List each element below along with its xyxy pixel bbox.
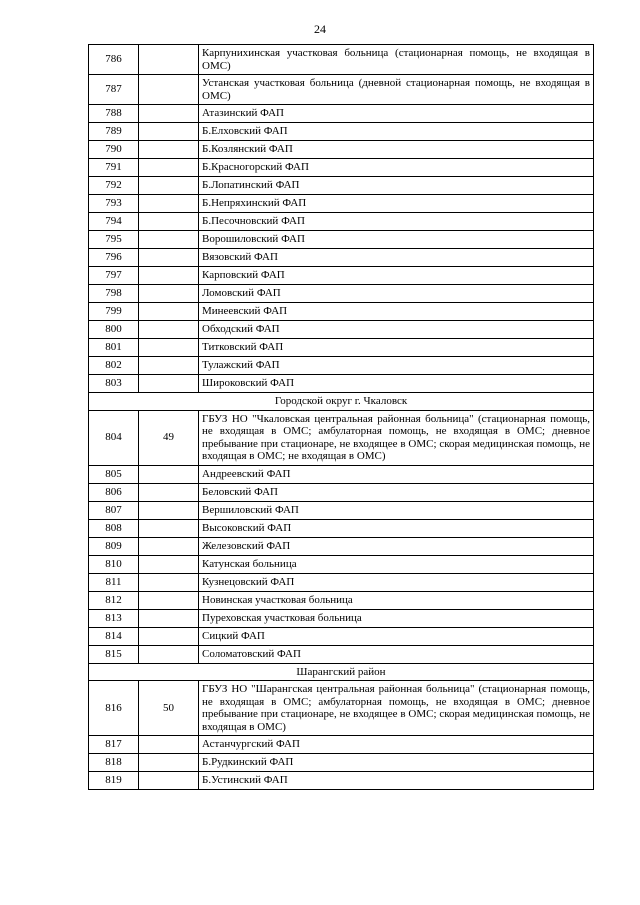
row-name: Железовский ФАП: [199, 537, 594, 555]
row-code: [139, 357, 199, 375]
row-code: [139, 267, 199, 285]
row-name: Широковский ФАП: [199, 375, 594, 393]
table-row: [89, 754, 594, 772]
table-row: [89, 267, 594, 285]
table-row: [89, 410, 594, 465]
row-code: [139, 45, 199, 75]
row-number: 787: [89, 75, 139, 105]
section-title-chkalovsk: Городской округ г. Чкаловск: [89, 393, 594, 411]
table-row: [89, 591, 594, 609]
row-number: 800: [89, 321, 139, 339]
table-row: [89, 681, 594, 736]
row-number: 803: [89, 375, 139, 393]
row-number: 807: [89, 501, 139, 519]
row-name: Б.Козлянский ФАП: [199, 141, 594, 159]
table-row: [89, 519, 594, 537]
table-row: [89, 357, 594, 375]
row-name: Высоковский ФАП: [199, 519, 594, 537]
table-row: [89, 339, 594, 357]
row-name: Катунская больница: [199, 555, 594, 573]
row-code: [139, 555, 199, 573]
table-row: [89, 483, 594, 501]
row-code: [139, 537, 199, 555]
row-number: 817: [89, 736, 139, 754]
row-code: [139, 141, 199, 159]
row-number: 812: [89, 591, 139, 609]
row-name: Астанчургский ФАП: [199, 736, 594, 754]
table-row: [89, 177, 594, 195]
row-code: [139, 627, 199, 645]
table-row: [89, 537, 594, 555]
row-code: [139, 736, 199, 754]
section-title-sharanga: Шарангский район: [89, 663, 594, 681]
row-number: 799: [89, 303, 139, 321]
row-name: Б.Устинский ФАП: [199, 772, 594, 790]
row-number: 813: [89, 609, 139, 627]
row-number: 810: [89, 555, 139, 573]
row-number: 786: [89, 45, 139, 75]
row-code: [139, 465, 199, 483]
row-code: [139, 249, 199, 267]
table-row: [89, 609, 594, 627]
row-number: 789: [89, 123, 139, 141]
row-name: Титковский ФАП: [199, 339, 594, 357]
table-body-b: [89, 410, 594, 663]
table-row: [89, 213, 594, 231]
table-row: [89, 501, 594, 519]
row-name: Андреевский ФАП: [199, 465, 594, 483]
section-row: [89, 663, 594, 681]
table-row: [89, 159, 594, 177]
table-row: [89, 45, 594, 75]
row-code: [139, 573, 199, 591]
page-number: 24: [314, 22, 326, 36]
row-name: Атазинский ФАП: [199, 105, 594, 123]
table-row: [89, 285, 594, 303]
row-code: [139, 321, 199, 339]
row-code: [139, 609, 199, 627]
row-number: 791: [89, 159, 139, 177]
row-name: Обходский ФАП: [199, 321, 594, 339]
row-code: [139, 177, 199, 195]
row-name: Б.Лопатинский ФАП: [199, 177, 594, 195]
row-number: 819: [89, 772, 139, 790]
row-name: Б.Елховский ФАП: [199, 123, 594, 141]
row-name: Б.Красногорский ФАП: [199, 159, 594, 177]
row-number: 816: [89, 681, 139, 736]
table-row: [89, 627, 594, 645]
row-code: [139, 105, 199, 123]
row-name: ГБУЗ НО "Чкаловская центральная районная больница" (стационарная помощь, не входящая в ОМС; амбулаторная помощь, не входящая в ОМС; дневное пребывание при стационаре, не входящее в ОМС; скорая медицинская помощь, не входящая в ОМС; не входящая в ОМС): [199, 410, 594, 465]
row-name: Карповский ФАП: [199, 267, 594, 285]
row-number: 804: [89, 410, 139, 465]
row-code: [139, 519, 199, 537]
row-name: Карпунихинская участковая больница (стационарная помощь, не входящая в ОМС): [199, 45, 594, 75]
table-body-a: [89, 45, 594, 393]
table-row: [89, 321, 594, 339]
row-name: Минеевский ФАП: [199, 303, 594, 321]
row-number: 788: [89, 105, 139, 123]
row-number: 792: [89, 177, 139, 195]
row-name: Соломатовский ФАП: [199, 645, 594, 663]
row-code: [139, 285, 199, 303]
row-code: [139, 75, 199, 105]
row-code: [139, 591, 199, 609]
row-number: 811: [89, 573, 139, 591]
row-number: 805: [89, 465, 139, 483]
table-row: [89, 75, 594, 105]
row-code: [139, 645, 199, 663]
row-name: Устанская участковая больница (дневной стационарная помощь, не входящая в ОМС): [199, 75, 594, 105]
row-name: Беловский ФАП: [199, 483, 594, 501]
row-code: [139, 213, 199, 231]
table-row: [89, 231, 594, 249]
row-number: 802: [89, 357, 139, 375]
table-row: [89, 195, 594, 213]
row-number: 790: [89, 141, 139, 159]
row-name: Ворошиловский ФАП: [199, 231, 594, 249]
row-number: 795: [89, 231, 139, 249]
row-code: [139, 339, 199, 357]
row-code: [139, 754, 199, 772]
row-code: 49: [139, 410, 199, 465]
row-code: [139, 231, 199, 249]
table-body-c: [89, 681, 594, 790]
table-row: [89, 465, 594, 483]
row-number: 796: [89, 249, 139, 267]
row-number: 797: [89, 267, 139, 285]
row-code: [139, 123, 199, 141]
table-row: [89, 249, 594, 267]
row-name: Ломовский ФАП: [199, 285, 594, 303]
table-row: [89, 105, 594, 123]
row-code: [139, 303, 199, 321]
row-number: 808: [89, 519, 139, 537]
row-number: 793: [89, 195, 139, 213]
row-code: [139, 159, 199, 177]
row-code: [139, 501, 199, 519]
row-code: 50: [139, 681, 199, 736]
table-row: [89, 555, 594, 573]
row-number: 815: [89, 645, 139, 663]
row-number: 818: [89, 754, 139, 772]
facilities-table: [88, 44, 594, 790]
table-row: [89, 645, 594, 663]
row-number: 801: [89, 339, 139, 357]
table-row: [89, 123, 594, 141]
row-number: 794: [89, 213, 139, 231]
row-name: ГБУЗ НО "Шарангская центральная районная больница" (стационарная помощь, не входящая в ОМС; амбулаторная помощь, не входящая в ОМС; дневное пребывание при стационаре, не входящее в ОМС; скорая медицинская помощь, не входящая в ОМС): [199, 681, 594, 736]
row-code: [139, 375, 199, 393]
row-name: Б.Рудкинский ФАП: [199, 754, 594, 772]
row-number: 806: [89, 483, 139, 501]
row-name: Б.Песочновский ФАП: [199, 213, 594, 231]
table-row: [89, 375, 594, 393]
row-name: Кузнецовский ФАП: [199, 573, 594, 591]
row-number: 814: [89, 627, 139, 645]
table-row: [89, 736, 594, 754]
row-code: [139, 772, 199, 790]
row-name: Б.Непряхинский ФАП: [199, 195, 594, 213]
row-name: Новинская участковая больница: [199, 591, 594, 609]
row-code: [139, 195, 199, 213]
row-name: Вязовский ФАП: [199, 249, 594, 267]
table-row: [89, 303, 594, 321]
row-name: Тулажский ФАП: [199, 357, 594, 375]
row-number: 798: [89, 285, 139, 303]
table-row: [89, 573, 594, 591]
row-name: Сицкий ФАП: [199, 627, 594, 645]
row-name: Вершиловский ФАП: [199, 501, 594, 519]
section-row: [89, 393, 594, 411]
table-row: [89, 141, 594, 159]
table-row: [89, 772, 594, 790]
row-name: Пуреховская участковая больница: [199, 609, 594, 627]
row-number: 809: [89, 537, 139, 555]
row-code: [139, 483, 199, 501]
